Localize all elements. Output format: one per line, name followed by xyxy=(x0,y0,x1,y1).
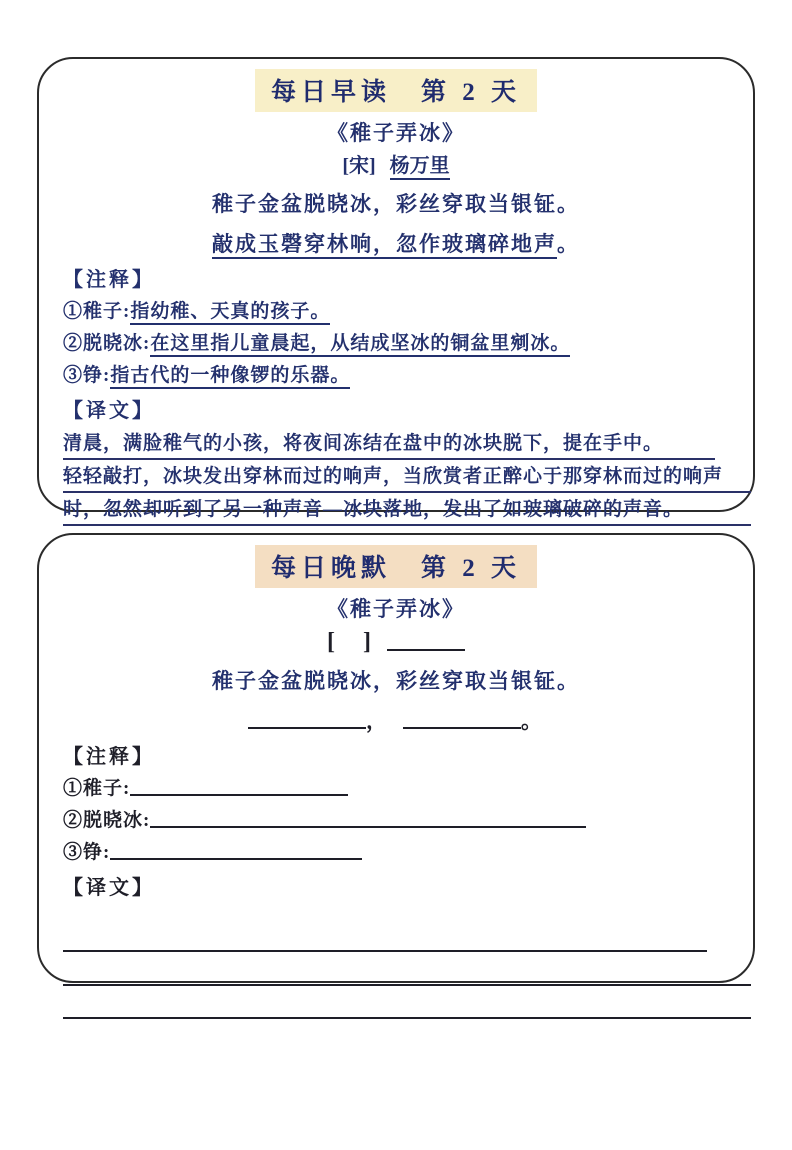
period: 。 xyxy=(521,709,544,733)
worksheet-page xyxy=(0,57,792,1150)
note-label: ②脱晓冰: xyxy=(63,333,151,354)
translation-blank-line xyxy=(63,984,751,986)
morning-reading-panel xyxy=(37,57,755,520)
note-fill-row xyxy=(63,837,729,869)
poem-title: 《稚子弄冰》 xyxy=(327,121,465,145)
poem-blank-2 xyxy=(403,710,521,729)
author-row xyxy=(63,151,729,181)
author-blank xyxy=(387,632,465,651)
translation-line: 轻轻敲打，冰块发出穿林而过的响声，当欣赏者正醉心于那穿林而过的响声 xyxy=(63,462,751,493)
note-label: ②脱晓冰: xyxy=(63,810,151,831)
note-row xyxy=(63,360,729,392)
note-row xyxy=(63,328,729,360)
translation-blank-line xyxy=(63,1017,751,1019)
poem-blank-1 xyxy=(248,710,366,729)
evening-header-title: 每日晚默 第 2 天 xyxy=(255,545,537,588)
note-label: ①稚子: xyxy=(63,778,131,799)
dynasty-bracket-blank: [ ] xyxy=(327,629,373,655)
poem-title: 《稚子弄冰》 xyxy=(327,597,465,621)
note-text: 指幼稚、天真的孩子。 xyxy=(130,301,330,325)
note-text: 指古代的一种像锣的乐器。 xyxy=(110,365,350,389)
note-row xyxy=(63,296,729,328)
note-fill-row xyxy=(63,773,729,805)
poem-line-2-period: 。 xyxy=(557,232,580,256)
poem-line-2-segment-1: 敲成玉磬穿林响， xyxy=(212,232,396,259)
note-label: ③铮: xyxy=(63,365,111,386)
note-label: ③铮: xyxy=(63,842,111,863)
evening-dictation-panel xyxy=(37,533,755,983)
morning-header-row xyxy=(63,69,729,112)
author-name: 杨万里 xyxy=(390,155,450,180)
author-fill-row xyxy=(63,627,729,658)
note-blank xyxy=(150,809,586,828)
notes-section-header: 【注释】 xyxy=(63,746,155,768)
dynasty-label: [宋] xyxy=(342,155,376,177)
translation-section-header: 【译文】 xyxy=(63,877,155,899)
translation-line: 时，忽然却听到了另一种声音—冰块落地，发出了如玻璃破碎的声音。 xyxy=(63,495,751,526)
note-blank xyxy=(110,841,362,860)
note-label: ①稚子: xyxy=(63,301,131,322)
poem-line-2-fill-row xyxy=(63,704,729,738)
morning-header-title: 每日早读 第 2 天 xyxy=(255,69,537,112)
poem-line-2-segment-2: 忽作玻璃碎地声 xyxy=(396,232,557,259)
translation-blank-line xyxy=(63,950,707,952)
note-blank xyxy=(130,777,348,796)
poem-line-1: 稚子金盆脱晓冰，彩丝穿取当银钲。 xyxy=(212,192,580,216)
translation-section-header: 【译文】 xyxy=(63,400,155,422)
comma: ， xyxy=(366,709,389,733)
note-fill-row xyxy=(63,805,729,837)
notes-section-header: 【注释】 xyxy=(63,269,155,291)
poem-line-1: 稚子金盆脱晓冰，彩丝穿取当银钲。 xyxy=(212,669,580,693)
translation-line: 清晨，满脸稚气的小孩，将夜间冻结在盘中的冰块脱下，提在手中。 xyxy=(63,429,715,460)
evening-header-row xyxy=(63,545,729,588)
note-text: 在这里指儿童晨起，从结成坚冰的铜盆里剜冰。 xyxy=(150,333,570,357)
poem-line-2 xyxy=(63,227,729,261)
